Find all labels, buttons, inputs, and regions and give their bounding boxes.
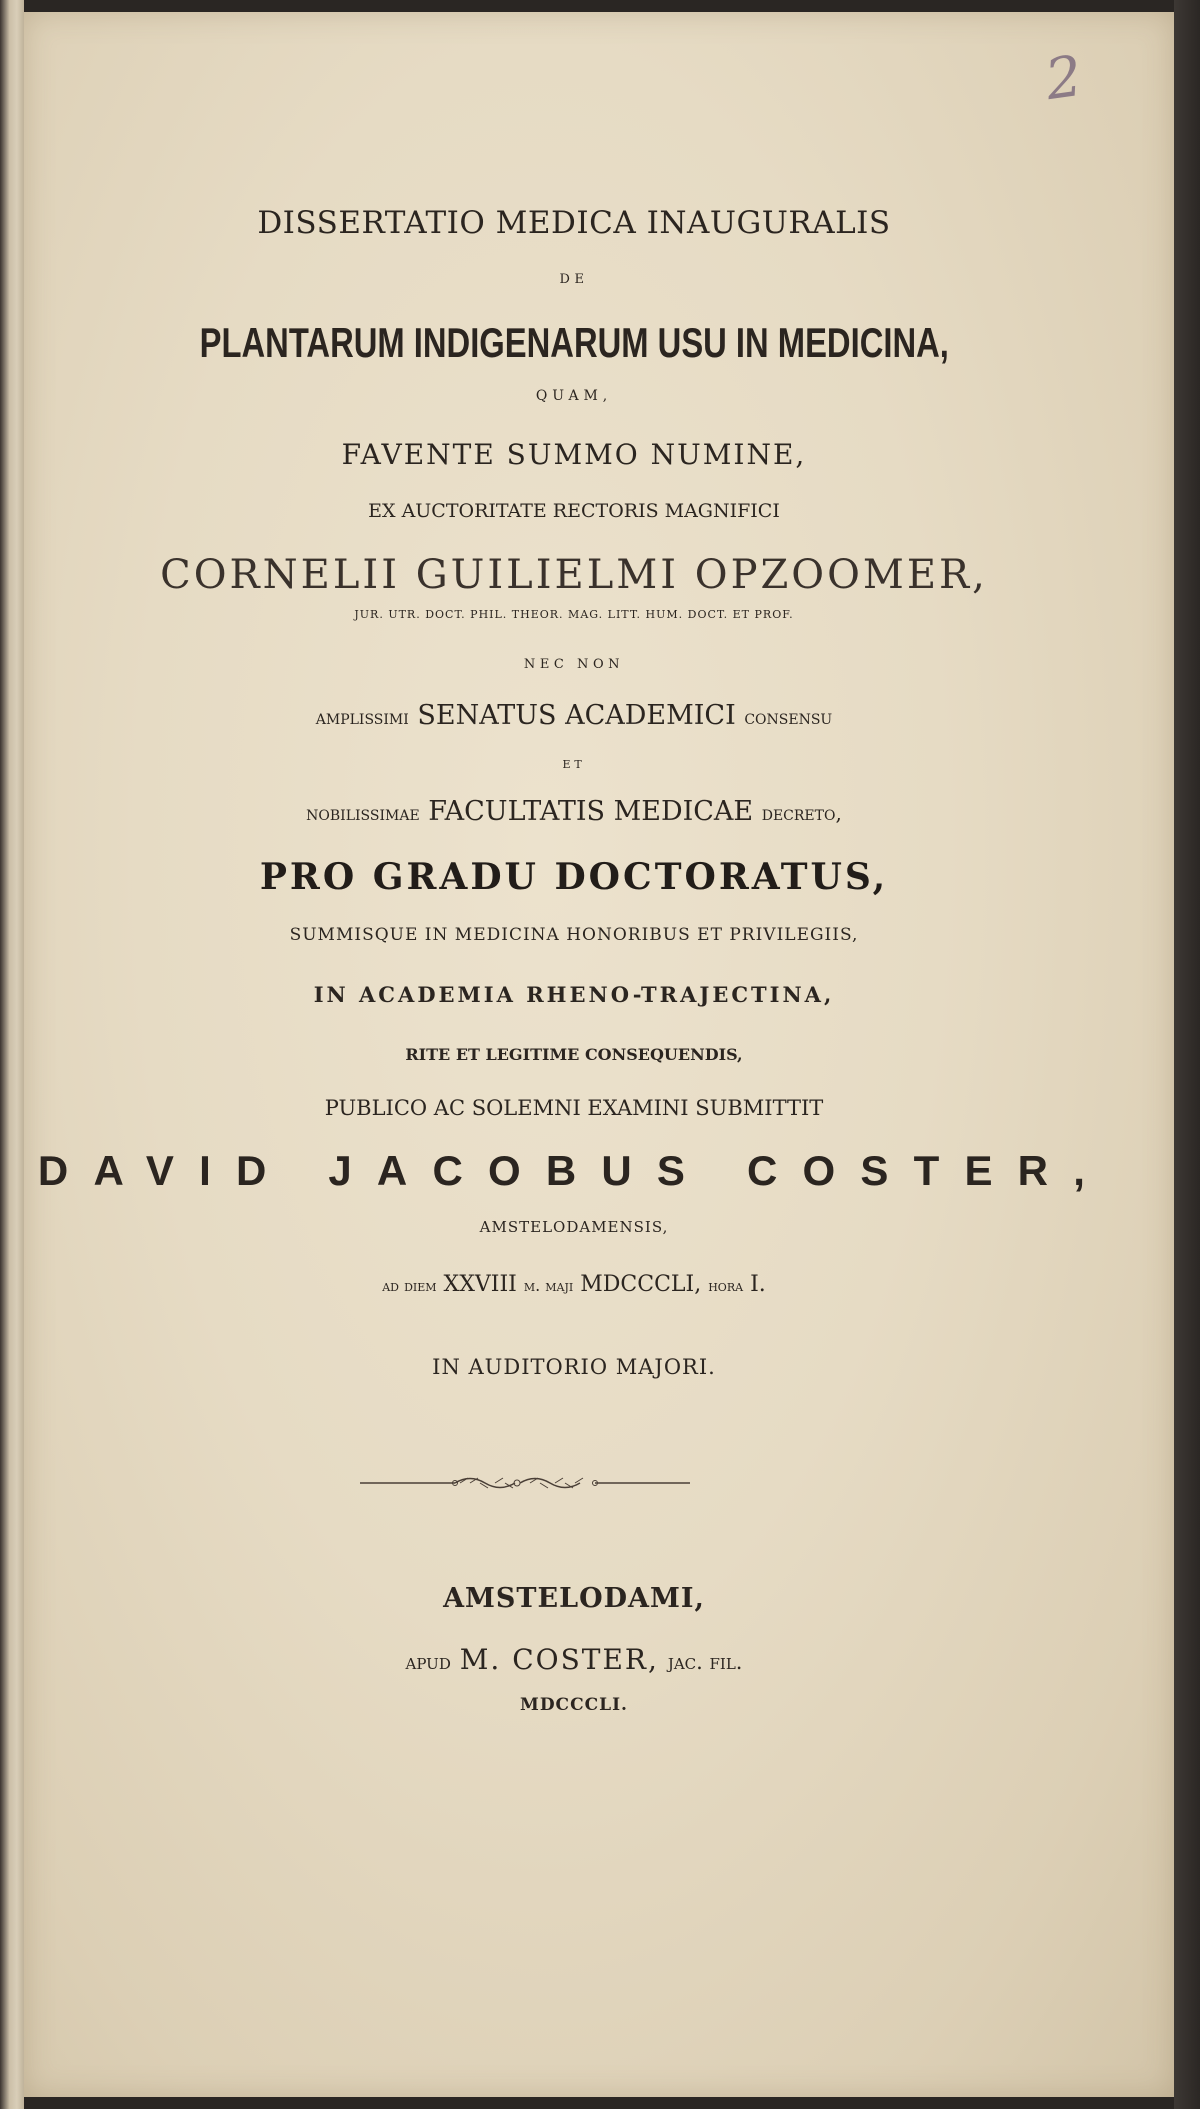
dissertation-heading: DISSERTATIO MEDICA INAUGURALIS — [257, 205, 891, 241]
academia-line: IN ACADEMIA RHENO-TRAJECTINA, — [313, 982, 835, 1007]
handwritten-page-number: 2 — [1041, 43, 1086, 114]
rector-titles: JUR. UTR. DOCT. PHIL. THEOR. MAG. LITT. HUM. DOCT. ET PROF. — [354, 608, 794, 621]
amplissimi-word: amplissimi — [315, 705, 409, 729]
senatus-line — [24, 700, 1124, 731]
quam-line: QUAM, — [535, 388, 613, 404]
et-line: ET — [562, 758, 586, 771]
auctoritate-line: EX AUCTORITATE RECTORIS MAGNIFICI — [368, 500, 780, 522]
publisher-suffix: jac. fil. — [667, 1650, 743, 1674]
facultatis-line — [24, 796, 1124, 827]
publisher-line — [24, 1643, 1124, 1676]
ornament-rule — [360, 1468, 690, 1498]
imprint-place: AMSTELODAMI, — [443, 1583, 705, 1614]
main-title: PLANTARUM INDIGENARUM USU IN MEDICINA, — [199, 319, 949, 366]
month-word: m. maji — [523, 1276, 574, 1295]
nec-non-line: NEC NON — [523, 657, 625, 672]
consensu-word: consensu — [744, 705, 833, 729]
facultatis-medicae: FACULTATIS MEDICAE — [428, 796, 754, 827]
hour-numeral: I. — [750, 1272, 766, 1297]
honoribus-line: SUMMISQUE IN MEDICINA HONORIBUS ET PRIVILEGIIS, — [289, 925, 859, 945]
nobilissimae-word: nobilissimae — [306, 801, 420, 825]
publico-line: PUBLICO AC SOLEMNI EXAMINI SUBMITTIT — [324, 1096, 824, 1120]
favente-line: FAVENTE SUMMO NUMINE, — [341, 438, 807, 471]
main-title-line — [24, 318, 1124, 367]
gradu-doctoratus: PRO GRADU DOCTORATUS, — [259, 856, 889, 898]
publisher-name: M. COSTER, — [459, 1643, 659, 1676]
previous-page-edge — [0, 0, 24, 2109]
ad-diem: ad diem — [382, 1276, 437, 1295]
book-edge-shadow — [1174, 0, 1200, 2109]
author-name: DAVID JACOBUS COSTER, — [37, 1147, 1111, 1194]
rector-name: CORNELII GUILIELMI OPZOOMER, — [160, 552, 988, 598]
senatus-academici: SENATUS ACADEMICI — [417, 700, 736, 731]
auditorio-line: IN AUDITORIO MAJORI. — [432, 1355, 716, 1379]
date-line — [24, 1272, 1124, 1297]
de-line: DE — [559, 272, 589, 287]
apud-word: apud — [405, 1650, 451, 1674]
author-origin: AMSTELODAMENSIS, — [479, 1218, 669, 1236]
decreto-word: decreto, — [761, 801, 842, 825]
rite-line: RITE ET LEGITIME CONSEQUENDIS, — [405, 1045, 743, 1064]
hora-word: hora — [708, 1276, 744, 1295]
year-numeral: MDCCCLI, — [580, 1272, 702, 1297]
imprint-year: MDCCCLI. — [520, 1695, 628, 1715]
day-numeral: XXVIII — [443, 1272, 517, 1297]
